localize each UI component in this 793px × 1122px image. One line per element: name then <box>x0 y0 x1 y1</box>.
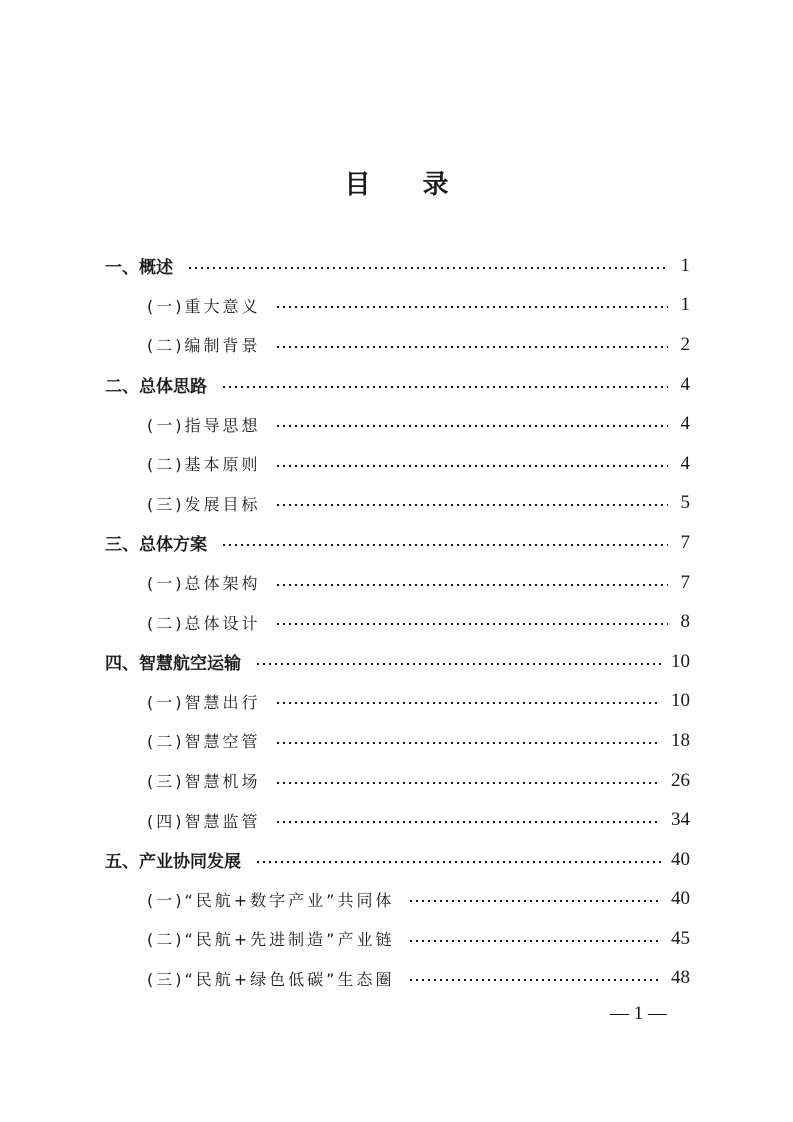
toc-dot-leader <box>408 940 661 942</box>
toc-subsection-entry[interactable] <box>0 959 793 999</box>
toc-entry-page-number: 1 <box>680 294 690 316</box>
toc-entry-label: 四、智慧航空运输 <box>105 654 241 675</box>
toc-entry-label: (一)总体架构 <box>147 574 261 594</box>
toc-section-entry[interactable] <box>0 246 793 286</box>
toc-entry-label: (三)智慧机场 <box>147 772 261 792</box>
toc-entry-page-number: 5 <box>680 492 690 514</box>
toc-subsection-entry[interactable] <box>0 563 793 603</box>
toc-entry-label: (三)发展目标 <box>147 494 261 514</box>
toc-entry-page-number: 34 <box>671 809 690 831</box>
toc-entry-page-number: 2 <box>680 333 690 355</box>
toc-entry-label: 一、概述 <box>105 258 173 279</box>
toc-dot-leader <box>275 504 669 506</box>
toc-dot-leader <box>275 702 662 704</box>
toc-entry-label: (二)编制背景 <box>147 336 261 356</box>
toc-dot-leader <box>275 425 669 427</box>
toc-subsection-entry[interactable] <box>0 800 793 840</box>
toc-subsection-entry[interactable] <box>0 721 793 761</box>
toc-subsection-entry[interactable] <box>0 919 793 959</box>
toc-dot-leader <box>275 346 669 348</box>
toc-subsection-entry[interactable] <box>0 404 793 444</box>
toc-section-entry[interactable] <box>0 365 793 405</box>
table-of-contents <box>0 246 793 998</box>
toc-subsection-entry[interactable] <box>0 484 793 524</box>
toc-entry-page-number: 10 <box>671 650 690 672</box>
toc-entry-page-number: 1 <box>680 254 690 276</box>
toc-subsection-entry[interactable] <box>0 682 793 722</box>
toc-entry-label: (二)“民航+先进制造”产业链 <box>147 930 395 950</box>
toc-dot-leader <box>408 900 661 902</box>
toc-dot-leader <box>187 267 668 269</box>
toc-dot-leader <box>275 584 669 586</box>
toc-dot-leader <box>275 465 669 467</box>
page-title-char-1: 目 <box>344 170 371 200</box>
toc-entry-label: (一)智慧出行 <box>147 692 261 712</box>
toc-dot-leader <box>275 623 669 625</box>
toc-entry-label: 二、总体思路 <box>105 377 207 398</box>
toc-dot-leader <box>255 663 661 665</box>
toc-entry-page-number: 8 <box>680 611 690 633</box>
toc-entry-page-number: 4 <box>680 452 690 474</box>
toc-entry-label: (三)“民航+绿色低碳”生态圈 <box>147 969 395 989</box>
toc-section-entry[interactable] <box>0 840 793 880</box>
toc-subsection-entry[interactable] <box>0 880 793 920</box>
toc-entry-page-number: 48 <box>671 967 690 989</box>
toc-section-entry[interactable] <box>0 523 793 563</box>
toc-entry-page-number: 40 <box>671 888 690 910</box>
toc-dot-leader <box>275 782 662 784</box>
toc-entry-label: (二)总体设计 <box>147 613 261 633</box>
toc-entry-page-number: 18 <box>671 729 690 751</box>
toc-dot-leader <box>408 979 661 981</box>
toc-entry-page-number: 45 <box>671 927 690 949</box>
page-title-char-2: 录 <box>422 170 449 200</box>
toc-entry-label: (一)指导思想 <box>147 415 261 435</box>
toc-entry-label: (二)智慧空管 <box>147 732 261 752</box>
toc-dot-leader <box>255 861 661 863</box>
toc-subsection-entry[interactable] <box>0 325 793 365</box>
toc-entry-label: 三、总体方案 <box>105 535 207 556</box>
toc-dot-leader <box>221 544 668 546</box>
toc-entry-page-number: 10 <box>671 690 690 712</box>
toc-entry-label: (一)“民航+数字产业”共同体 <box>147 890 395 910</box>
toc-dot-leader <box>275 306 669 308</box>
toc-entry-page-number: 4 <box>680 373 690 395</box>
toc-entry-page-number: 4 <box>680 413 690 435</box>
toc-entry-page-number: 26 <box>671 769 690 791</box>
toc-subsection-entry[interactable] <box>0 444 793 484</box>
toc-entry-page-number: 7 <box>680 531 690 553</box>
toc-entry-label: (一)重大意义 <box>147 296 261 316</box>
toc-entry-page-number: 40 <box>671 848 690 870</box>
toc-subsection-entry[interactable] <box>0 761 793 801</box>
toc-entry-label: (四)智慧监管 <box>147 811 261 831</box>
toc-subsection-entry[interactable] <box>0 602 793 642</box>
toc-entry-label: 五、产业协同发展 <box>105 852 241 873</box>
page-number: — 1 — <box>610 1003 667 1024</box>
toc-entry-page-number: 7 <box>680 571 690 593</box>
toc-section-entry[interactable] <box>0 642 793 682</box>
toc-entry-label: (二)基本原则 <box>147 455 261 475</box>
page-title <box>0 168 793 202</box>
toc-dot-leader <box>221 386 668 388</box>
toc-dot-leader <box>275 742 662 744</box>
toc-subsection-entry[interactable] <box>0 286 793 326</box>
toc-dot-leader <box>275 821 662 823</box>
